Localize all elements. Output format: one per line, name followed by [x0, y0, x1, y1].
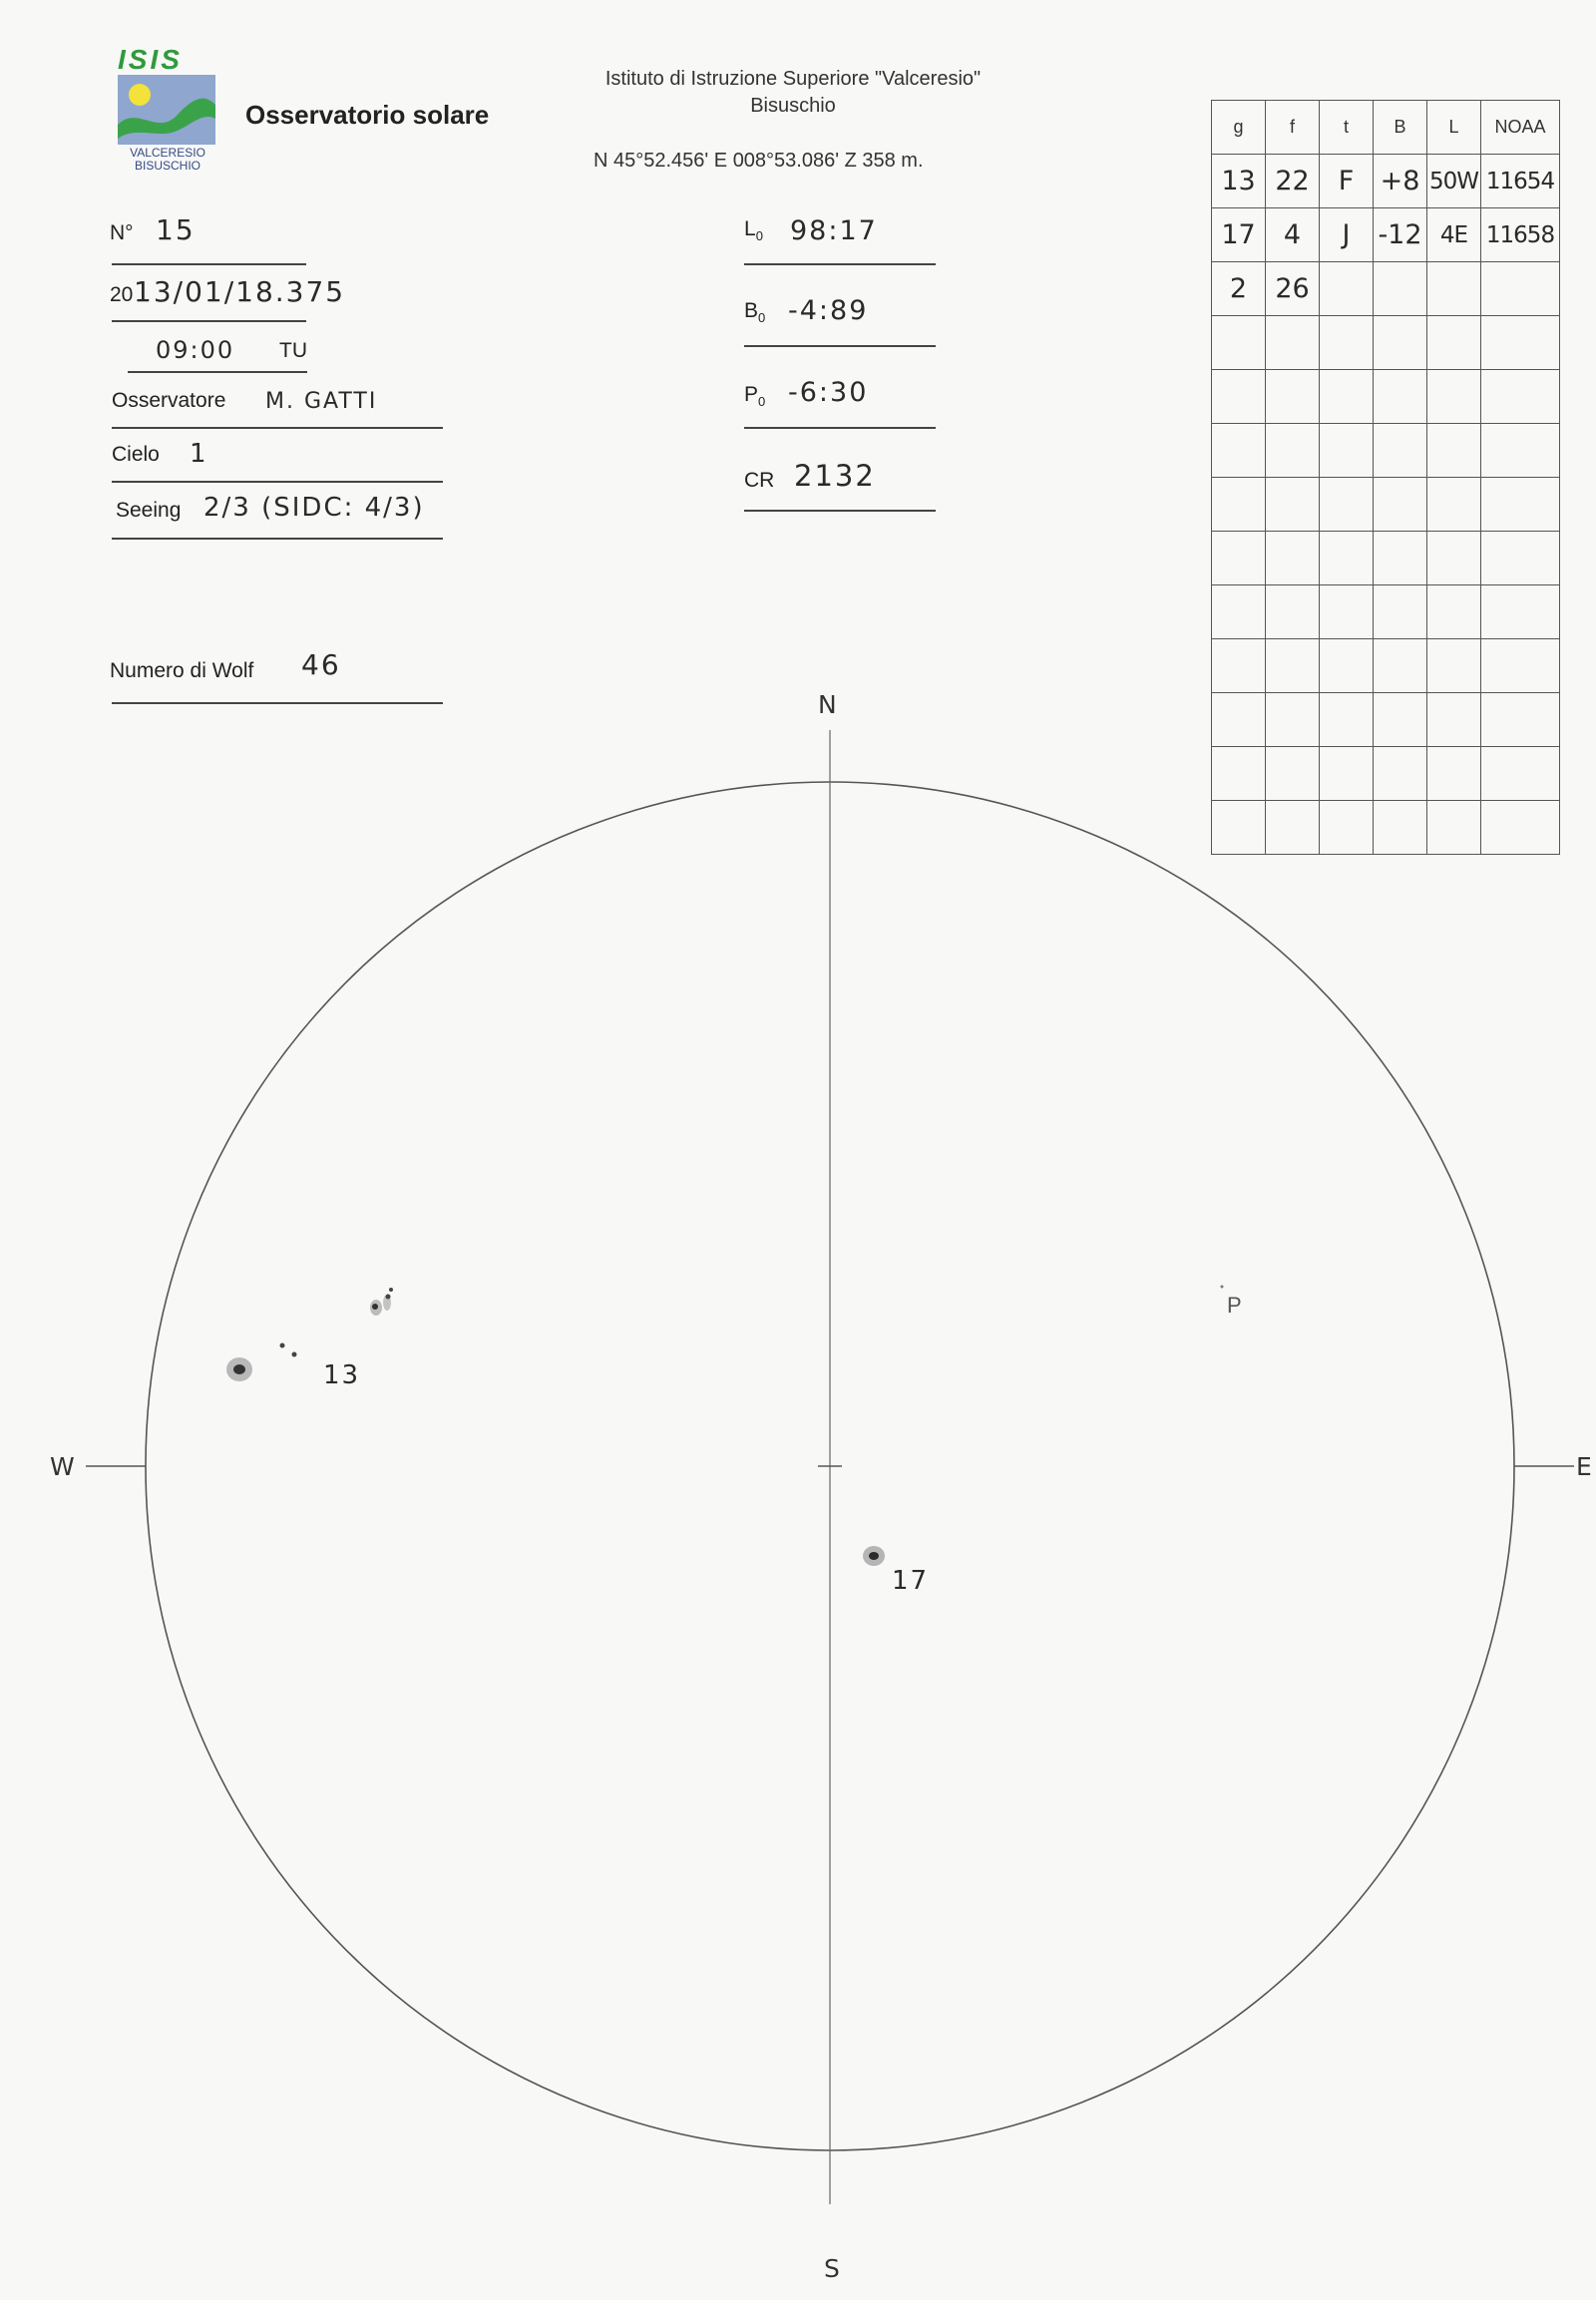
- table-cell: 50W: [1427, 155, 1481, 208]
- logo-caption-line1: VALCERESIO: [130, 146, 205, 160]
- number-value: 15: [156, 213, 196, 246]
- observer-value: M. GATTI: [265, 389, 378, 414]
- sunspot-umbra: [869, 1552, 879, 1560]
- group-13-label: 13: [323, 1360, 361, 1390]
- sky-label: Cielo: [112, 443, 160, 466]
- seeing-value: 2/3 (SIDC: 4/3): [203, 493, 425, 523]
- wolf-value: 46: [301, 648, 341, 681]
- cr-value: 2132: [794, 459, 876, 493]
- sunspot-pore: [386, 1295, 391, 1300]
- table-cell: 22: [1266, 155, 1320, 208]
- table-cell: 2: [1212, 262, 1266, 316]
- table-cell: 26: [1266, 262, 1320, 316]
- date-prefix: 20: [110, 283, 134, 306]
- table-cell: 11658: [1481, 208, 1560, 262]
- logo-caption-line2: BISUSCHIO: [134, 159, 200, 173]
- l0-value: 98:17: [790, 215, 878, 246]
- sunspot-pore: [292, 1352, 297, 1357]
- cr-label: CR: [744, 469, 775, 492]
- table-cell: -12: [1374, 208, 1427, 262]
- table-header-cell: f: [1266, 101, 1320, 155]
- b0-label: $B_0$: [744, 299, 766, 326]
- table-cell: 11654: [1481, 155, 1560, 208]
- sunspot-pore: [280, 1343, 285, 1348]
- wolf-label: Numero di Wolf: [110, 659, 254, 682]
- table-cell: 4: [1266, 208, 1320, 262]
- sunspot-umbra: [372, 1304, 378, 1310]
- south-label: S: [824, 2254, 840, 2283]
- pole-mark-label: P: [1227, 1293, 1242, 1318]
- table-cell: F: [1320, 155, 1374, 208]
- table-header-cell: B: [1374, 101, 1427, 155]
- isis-logo-text: ISIS: [118, 44, 183, 75]
- time-value: 09:00: [156, 336, 235, 364]
- table-cell: 13: [1212, 155, 1266, 208]
- b0-value: -4:89: [788, 295, 869, 326]
- table-cell: J: [1320, 208, 1374, 262]
- sunspot-group-17: [863, 1546, 885, 1566]
- table-cell: 4E: [1427, 208, 1481, 262]
- table-cell: 17: [1212, 208, 1266, 262]
- pole-dot: [1221, 1286, 1224, 1289]
- north-label: N: [818, 690, 837, 719]
- observer-label: Osservatore: [112, 389, 226, 412]
- table-header-cell: NOAA: [1481, 101, 1560, 155]
- table-header-cell: g: [1212, 101, 1266, 155]
- table-header-cell: t: [1320, 101, 1374, 155]
- west-label: W: [50, 1452, 75, 1481]
- sunspot-pore: [389, 1288, 393, 1292]
- sunspot-group-13: [226, 1288, 393, 1381]
- number-label: N°: [110, 221, 134, 244]
- p0-value: -6:30: [788, 377, 869, 408]
- institute-line-1: Istituto di Istruzione Superiore "Valceresio": [604, 68, 982, 90]
- institute-line-2: Bisuschio: [750, 95, 836, 117]
- org-title: Osservatorio solare: [245, 100, 490, 130]
- p0-label: $P_0$: [744, 383, 766, 410]
- table-header-cell: L: [1427, 101, 1481, 155]
- l0-label: $L_0$: [744, 217, 763, 244]
- group-17-label: 17: [892, 1566, 930, 1596]
- sky-value: 1: [190, 439, 208, 469]
- sunspot-umbra: [233, 1364, 245, 1374]
- table-cell: +8: [1374, 155, 1427, 208]
- time-unit: TU: [279, 339, 307, 362]
- date-value: 13/01/18.375: [134, 275, 346, 308]
- east-label: E: [1576, 1452, 1592, 1481]
- seeing-label: Seeing: [116, 499, 182, 522]
- site-coordinates: N 45°52.456' E 008°53.086' Z 358 m.: [594, 150, 924, 172]
